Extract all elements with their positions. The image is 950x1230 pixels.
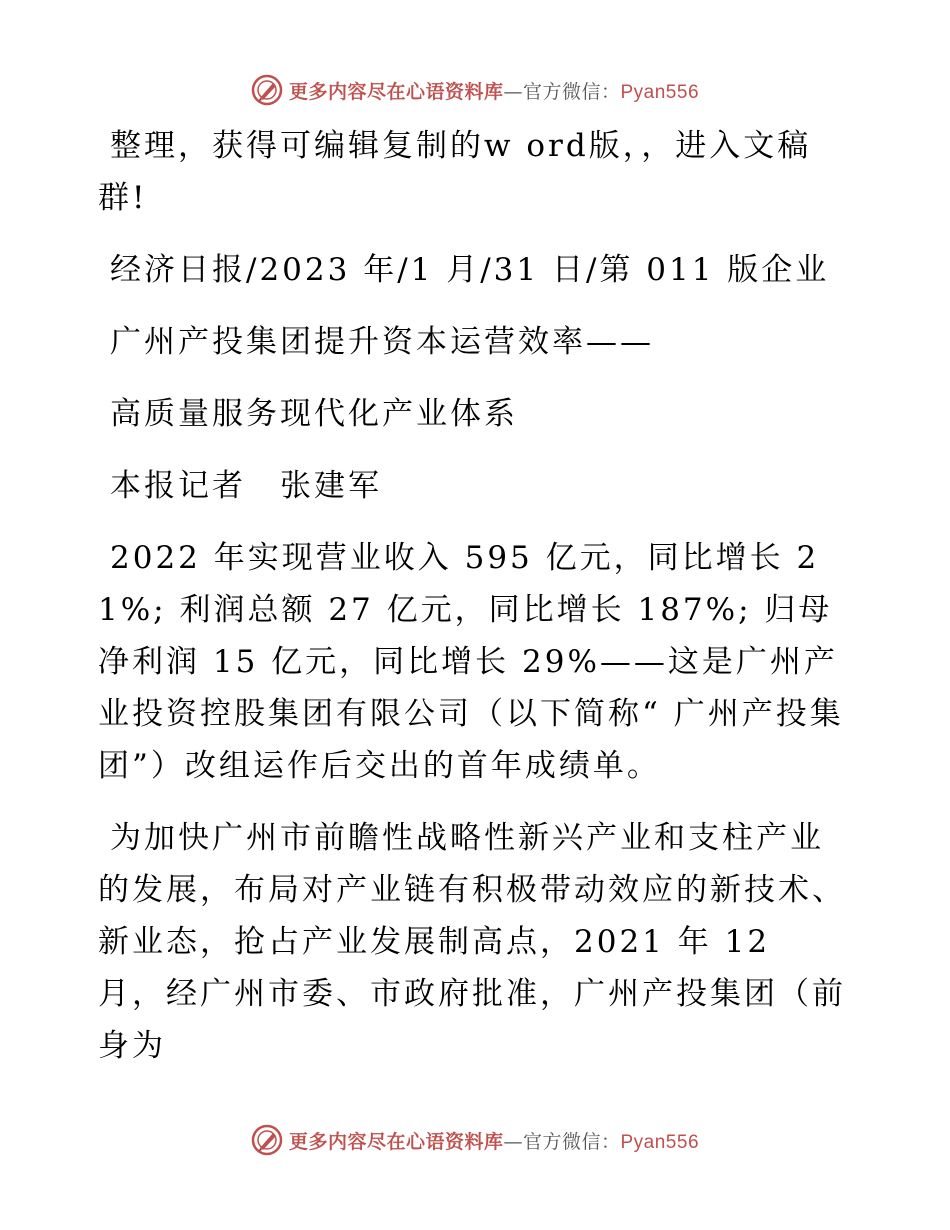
footer-watermark-banner [0, 1118, 950, 1162]
banner-wechat-label-footer: 官方微信： [522, 1130, 621, 1153]
pen-logo-icon [251, 74, 283, 106]
banner-wechat-id-footer: Pyan556 [620, 1131, 700, 1153]
document-body [98, 120, 850, 1072]
header-watermark-banner [0, 68, 950, 112]
paragraph-results: 2022 年实现营业收入 595 亿元，同比增长 21%; 利润总额 27 亿元，同比增长 187%; 归母净利润 15 亿元，同比增长 29%——这是广州产业投资控股集团有限公司（以下简称“ 广州产投集团”）改组运作后交出的首年成绩单。 [98, 540, 844, 784]
paragraph-background: 为加快广州市前瞻性战略性新兴产业和支柱产业的发展，布局对产业链有积极带动效应的新技术、新业态，抢占产业发展制高点，2021 年 12 月，经广州市委、市政府批准，广州产投集团（前身为 [98, 820, 846, 1064]
banner-dash-footer: — [503, 1130, 523, 1153]
headline-line-1: 广州产投集团提升资本运营效率—— [110, 324, 654, 360]
banner-wechat-id: Pyan556 [620, 81, 700, 103]
banner-site-name-footer: 更多内容尽在心语资料库 [288, 1130, 504, 1153]
headline-line-2: 高质量服务现代化产业体系 [110, 396, 518, 432]
banner-inner [251, 74, 699, 106]
pen-logo-icon [251, 1124, 283, 1156]
banner-dash: — [503, 80, 523, 103]
banner-text [289, 77, 699, 104]
banner-wechat-label: 官方微信： [522, 80, 621, 103]
banner-text-footer [289, 1127, 699, 1154]
banner-inner-footer [251, 1124, 699, 1156]
paragraph-intro: 整理，获得可编辑复制的w ord版，，进入文稿群! [98, 128, 812, 216]
banner-site-name: 更多内容尽在心语资料库 [288, 80, 504, 103]
paragraph-source: 经济日报/2023 年/1 月/31 日/第 011 版企业 [110, 252, 830, 288]
byline: 本报记者 张建军 [110, 468, 382, 504]
